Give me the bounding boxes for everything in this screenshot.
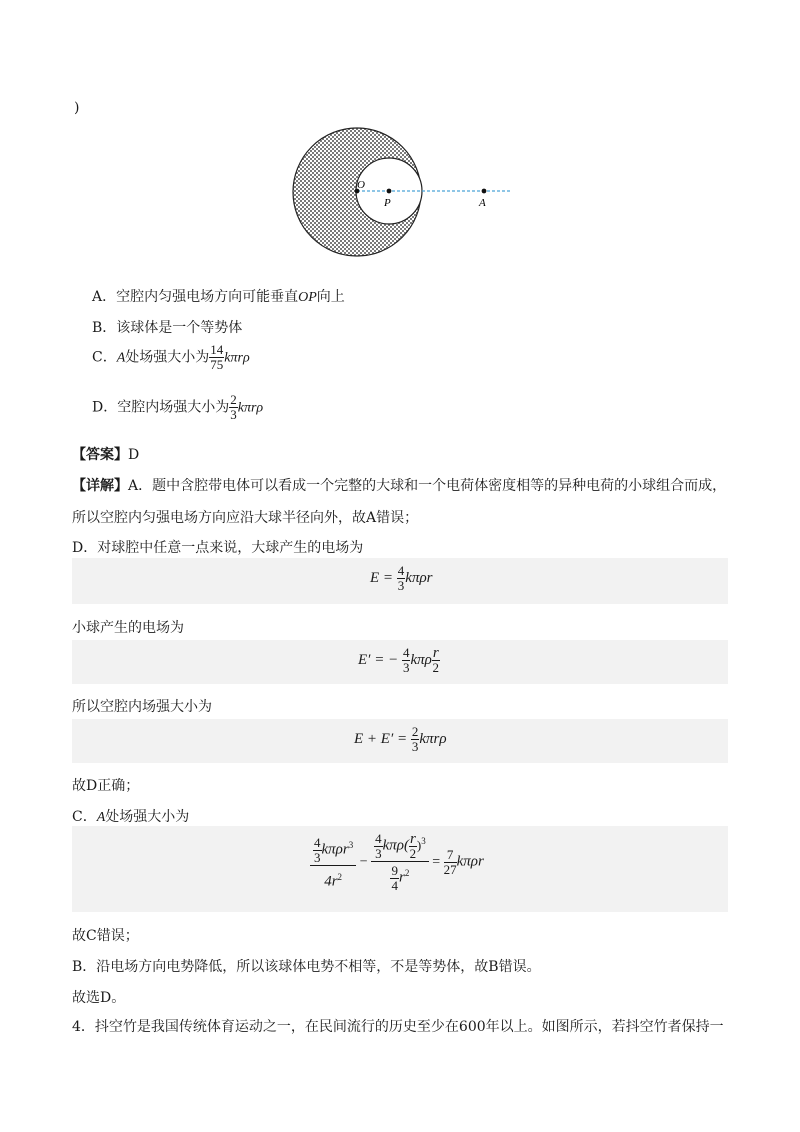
- detail-line-10: 故选D。: [72, 990, 126, 1006]
- option-b: B．该球体是一个等势体: [92, 320, 243, 336]
- term-big-sphere: $\frac{4}{3}$ kπρr$^3$ $4r^2$: [310, 836, 356, 888]
- top-fragment: ): [74, 100, 80, 116]
- detail-line-3: D．对球腔中任意一点来说，大球产生的电场为: [72, 540, 364, 556]
- label-O: O: [357, 179, 365, 191]
- sphere-cavity-figure: [280, 120, 520, 270]
- question-4-line: 4．抖空竹是我国传统体育运动之一，在民间流行的历史至少在600年以上。如图所示，若抖空竹者保持一: [72, 1019, 724, 1035]
- detail-line-6: 故D正确；: [72, 778, 140, 794]
- formula-e-big-sphere: E = $\frac{4}{3}$ kπρr: [370, 563, 433, 593]
- formula-e-at-a: $\frac{4}{3}$ kπρr$^3$ $4r^2$ − $\frac{4}{3}$ kπρ( $\frac{r}{2}$ )$^3$ $\frac{9}{4}$ $r^2$ = $\frac{7}{27}$ kπρr: [310, 832, 484, 893]
- detail-line-8: 故C错误；: [72, 928, 139, 944]
- formula-e-small-sphere: E′ = − $\frac{4}{3}$ kπρ $\frac{r}{2}$: [358, 645, 439, 675]
- option-c: C．A处场强大小为 $\frac{14}{75}$ kπrρ: [92, 342, 250, 372]
- detail-line-4: 小球产生的电场为: [72, 620, 184, 636]
- label-A: A: [479, 197, 486, 209]
- detail-line-5: 所以空腔内场强大小为: [72, 699, 212, 715]
- option-d: D．空腔内场强大小为 $\frac{2}{3}$ kπrρ: [92, 392, 264, 422]
- term-small-sphere: $\frac{4}{3}$ kπρ( $\frac{r}{2}$ )$^3$ $\frac{9}{4}$ $r^2$: [371, 832, 429, 893]
- formula-e-cavity: E + E′ = $\frac{2}{3}$ kπrρ: [354, 724, 447, 754]
- detail-line-2: 所以空腔内匀强电场方向应沿大球半径向外，故A错误；: [72, 510, 419, 526]
- answer-line: 【答案】D: [72, 447, 140, 463]
- point-P: [387, 189, 392, 194]
- detail-line-7: C．A处场强大小为: [72, 809, 190, 825]
- point-A: [482, 189, 487, 194]
- option-a: A．空腔内匀强电场方向可能垂直OP向上: [92, 289, 345, 305]
- label-P: P: [384, 197, 391, 209]
- detail-line-1: 【详解】A．题中含腔带电体可以看成一个完整的大球和一个电荷体密度相等的异种电荷的小球组合而成，: [72, 478, 727, 494]
- detail-line-9: B．沿电场方向电势降低，所以该球体电势不相等，不是等势体，故B错误。: [72, 959, 541, 975]
